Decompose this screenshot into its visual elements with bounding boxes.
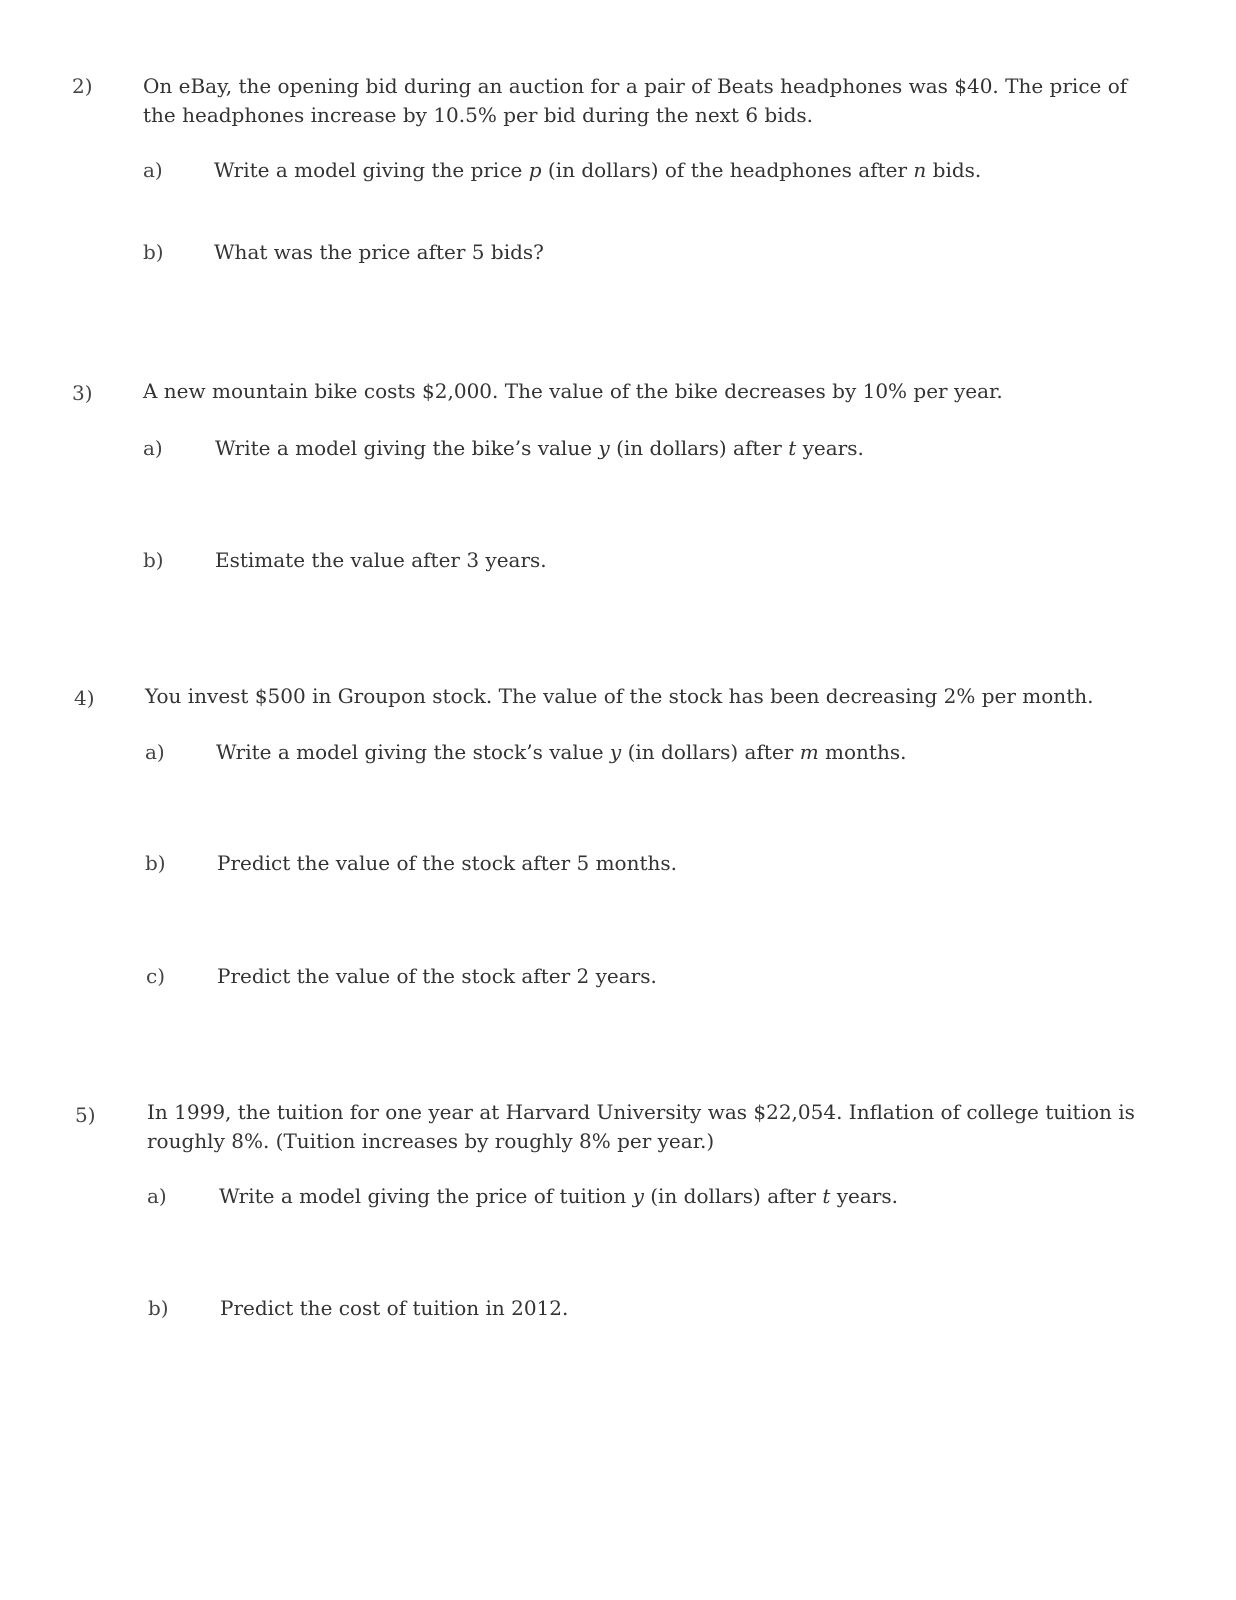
part-label: a)	[143, 158, 163, 182]
problem-stem-line-1: In 1999, the tuition for one year at Harvard University was $22,054. Inflation of college tuition is	[147, 1100, 1135, 1124]
part-text: Write a model giving the stock’s value y (in dollars) after m months.	[216, 740, 907, 764]
problem-number: 2)	[72, 74, 93, 98]
problem-number: 4)	[74, 686, 95, 710]
part-text: Predict the value of the stock after 5 months.	[217, 851, 678, 875]
problem-number: 5)	[75, 1103, 96, 1127]
part-label: a)	[143, 436, 163, 460]
part-label: a)	[145, 740, 165, 764]
part-label: b)	[145, 851, 166, 875]
problem-stem: On eBay, the opening bid during an auction for a pair of Beats headphones was $40. The price of the headphones increase by 10.5% per bid during the next 6 bids.	[143, 74, 1128, 127]
part-label: a)	[147, 1184, 167, 1208]
part-text: Estimate the value after 3 years.	[215, 548, 547, 572]
part-text: Predict the cost of tuition in 2012.	[220, 1296, 569, 1320]
problem-stem: A new mountain bike costs $2,000. The value of the bike decreases by 10% per year.	[143, 379, 1003, 403]
part-label: b)	[143, 240, 164, 264]
problem-number: 3)	[72, 381, 93, 405]
part-text: Write a model giving the price of tuition y (in dollars) after t years.	[219, 1184, 898, 1208]
problem-stem: You invest $500 in Groupon stock. The value of the stock has been decreasing 2% per month.	[145, 684, 1094, 708]
part-label: b)	[148, 1296, 169, 1320]
part-label: b)	[143, 548, 164, 572]
part-text: Write a model giving the price p (in dollars) of the headphones after n bids.	[214, 158, 982, 182]
part-label: c)	[146, 964, 166, 988]
part-text: What was the price after 5 bids?	[214, 240, 544, 264]
part-text: Predict the value of the stock after 2 years.	[217, 964, 657, 988]
problem-stem-line-2: roughly 8%. (Tuition increases by roughly 8% per year.)	[147, 1129, 715, 1153]
part-text: Write a model giving the bike’s value y (in dollars) after t years.	[215, 436, 864, 460]
